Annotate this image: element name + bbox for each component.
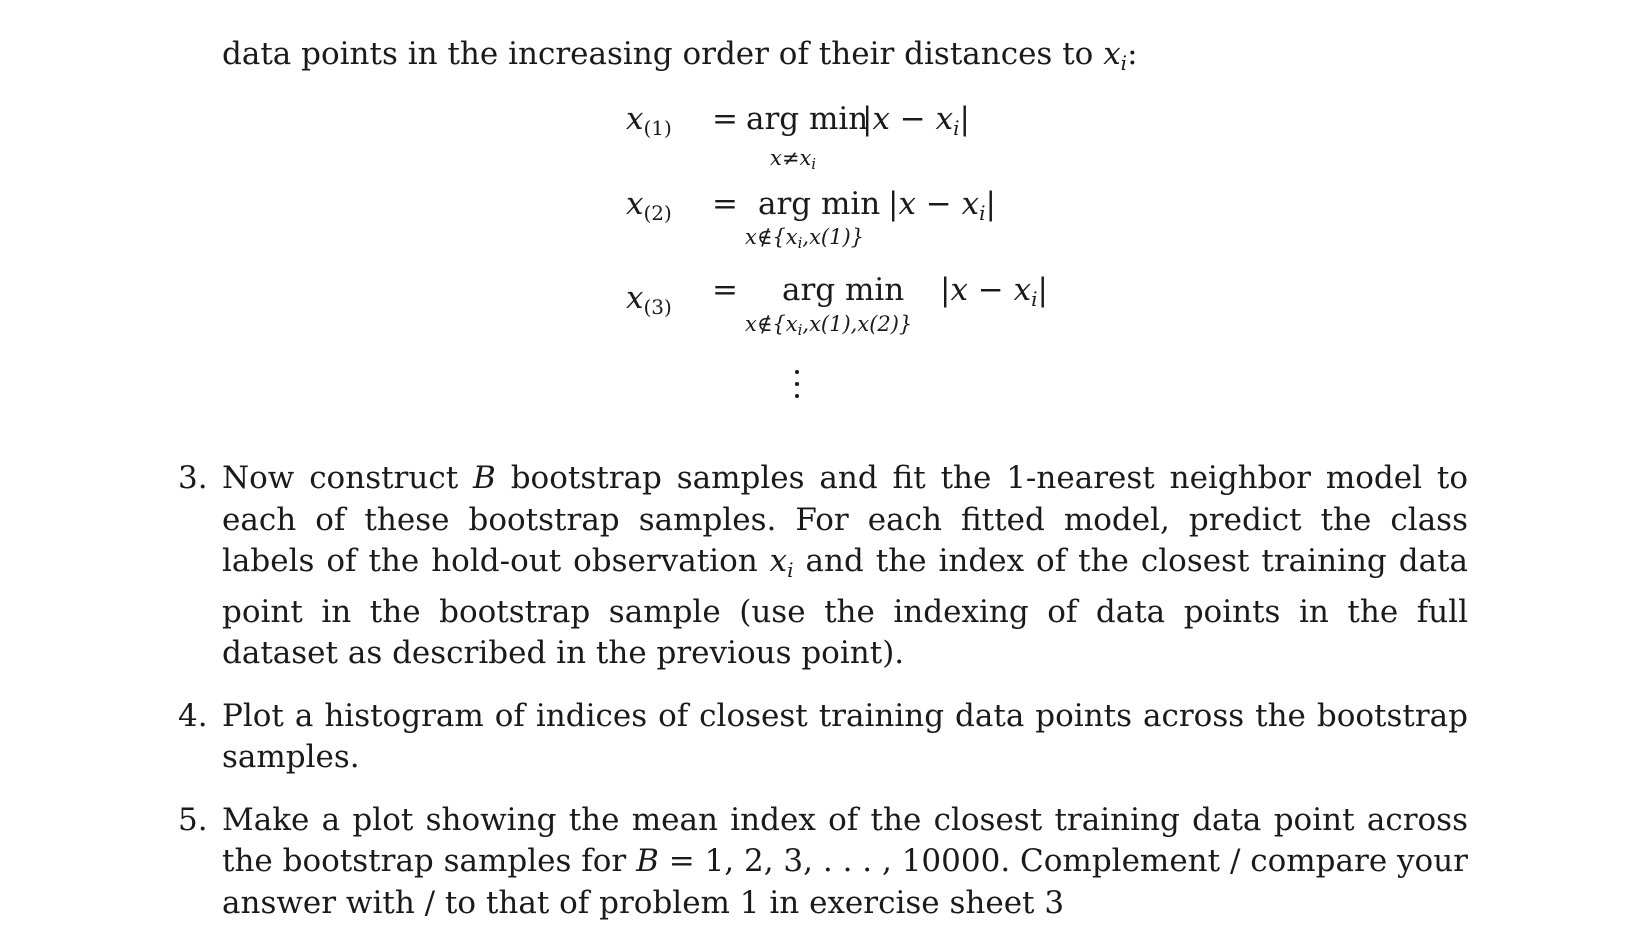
- intro-text: data points in the increasing order of their distances to: [222, 36, 1094, 72]
- equation-1-argmin: arg min: [746, 101, 869, 137]
- equation-1-constraint: x≠xi: [770, 146, 817, 173]
- equation-2-rhs: |x − xi|: [888, 186, 996, 225]
- vertical-ellipsis: [793, 368, 801, 402]
- list-item-4: [178, 696, 1468, 779]
- enumerated-list: [178, 458, 1468, 945]
- equation-2-argmin: arg min: [758, 186, 881, 222]
- equation-2-constraint: x∉{xi,x(1)}: [745, 225, 865, 252]
- equation-1-lhs: $x_{(1)}$: [626, 101, 672, 140]
- list-item-text: Now construct B bootstrap samples and fit the 1-nearest neighbor model to each of these bootstrap samples. For each fitted model, predict the class labels of the hold-out observation xi and the index of the closest training data point in the bootstrap sample (use the indexing of data points in the full dataset as described in the previous point).: [222, 460, 1468, 671]
- intro-colon: :: [1127, 36, 1138, 72]
- list-item-number: 3.: [178, 460, 208, 496]
- equation-3-rhs: |x − xi|: [940, 272, 1048, 311]
- equation-3-lhs: $x_{(3)}$: [626, 280, 672, 319]
- equation-2-lhs: $x_{(2)}$: [626, 186, 672, 225]
- list-item-text: Make a plot showing the mean index of the closest training data point across the bootstrap samples for B = 1, 2, 3, . . . , 10000. Complement / compare your answer with / to that of problem 1 in exercise sheet 3: [222, 801, 1468, 921]
- list-item-number: 5.: [178, 801, 208, 838]
- equation-1-rhs: |x − xi|: [862, 101, 970, 140]
- equation-3-constraint: x∉{xi,x(1),x(2)}: [745, 312, 913, 339]
- intro-variable: xi: [1103, 36, 1128, 75]
- equation-1-equals: =: [712, 101, 738, 137]
- equation-3-equals: =: [712, 272, 738, 308]
- list-item-5: [178, 800, 1468, 925]
- equation-3-argmin: arg min: [782, 272, 905, 308]
- list-item-text: Plot a histogram of indices of closest training data points across the bootstrap samples.: [222, 697, 1468, 775]
- list-item-number: 4.: [178, 697, 208, 734]
- list-item-3: [178, 458, 1468, 675]
- equation-2-equals: =: [712, 186, 738, 222]
